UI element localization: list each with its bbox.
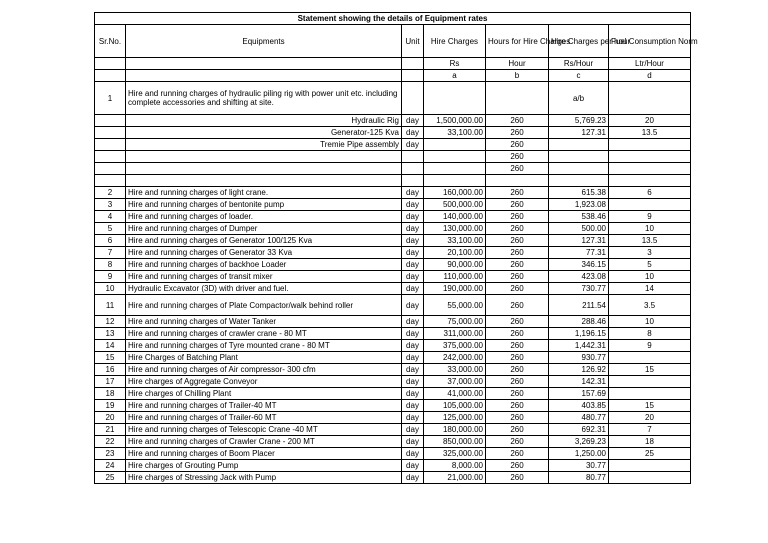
row-fuel: 8 <box>609 328 691 340</box>
blank-cell <box>609 175 691 187</box>
table-title: Statement showing the details of Equipment rates <box>95 13 691 25</box>
sub-name: Generator-125 Kva <box>126 127 402 139</box>
row-sr: 25 <box>95 472 126 484</box>
row-unit: day <box>402 448 424 460</box>
row-desc: Hire and running charges of Trailer-60 MT <box>126 412 402 424</box>
row-desc: Hire charges of Aggregate Conveyor <box>126 376 402 388</box>
row-sr: 11 <box>95 295 126 316</box>
row-desc: Hire and running charges of crawler crane - 80 MT <box>126 328 402 340</box>
row-sr: 20 <box>95 412 126 424</box>
row-hours: 260 <box>486 472 549 484</box>
row-fuel: 15 <box>609 400 691 412</box>
row-hours: 260 <box>486 247 549 259</box>
row-hours: 260 <box>486 199 549 211</box>
row-desc: Hydraulic Excavator (3D) with driver and fuel. <box>126 283 402 295</box>
row-sr: 15 <box>95 352 126 364</box>
row-hire: 20,100.00 <box>424 247 486 259</box>
sub-name <box>126 163 402 175</box>
row-unit: day <box>402 364 424 376</box>
row-desc: Hire and running charges of Generator 100/125 Kva <box>126 235 402 247</box>
row-fuel: 15 <box>609 364 691 376</box>
row-sr: 14 <box>95 340 126 352</box>
sub-per-hour <box>549 151 609 163</box>
row-unit: day <box>402 316 424 328</box>
sub-hours: 260 <box>486 151 549 163</box>
sub-hours: 260 <box>486 163 549 175</box>
row-sr: 2 <box>95 187 126 199</box>
sub-fuel <box>609 163 691 175</box>
table-row <box>95 448 691 460</box>
row-fuel: 25 <box>609 448 691 460</box>
row-hours: 260 <box>486 436 549 448</box>
row-per-hour: 615.38 <box>549 187 609 199</box>
row-fuel <box>609 388 691 400</box>
row-hire: 110,000.00 <box>424 271 486 283</box>
row-fuel: 10 <box>609 271 691 283</box>
table-row <box>95 259 691 271</box>
row-hours: 260 <box>486 448 549 460</box>
sub-name: Tremie Pipe assembly <box>126 139 402 151</box>
row-fuel: 9 <box>609 340 691 352</box>
row-desc: Hire and running charges of Crawler Crane - 200 MT <box>126 436 402 448</box>
sub-row <box>95 151 691 163</box>
table-row <box>95 400 691 412</box>
equipment-rates-table <box>94 12 698 484</box>
sub-hours: 260 <box>486 127 549 139</box>
row-hours: 260 <box>486 388 549 400</box>
item1-row <box>95 82 691 115</box>
row-hours: 260 <box>486 259 549 271</box>
row-sr: 8 <box>95 259 126 271</box>
row-sr: 18 <box>95 388 126 400</box>
row-hire: 8,000.00 <box>424 460 486 472</box>
row-hire: 140,000.00 <box>424 211 486 223</box>
row-desc: Hire Charges of Batching Plant <box>126 352 402 364</box>
header-sr: Sr.No. <box>95 25 126 58</box>
letter-per-hour: c <box>549 70 609 82</box>
row-hours: 260 <box>486 211 549 223</box>
table-row <box>95 424 691 436</box>
sub-row <box>95 163 691 175</box>
row-unit: day <box>402 283 424 295</box>
header-fuel: Fuel Consumption Norm <box>609 25 691 58</box>
row-desc: Hire and running charges of backhoe Loader <box>126 259 402 271</box>
row-fuel: 5 <box>609 259 691 271</box>
sub-sr <box>95 115 126 127</box>
row-per-hour: 80.77 <box>549 472 609 484</box>
row-unit: day <box>402 388 424 400</box>
unit-fuel: Ltr/Hour <box>609 58 691 70</box>
sub-unit <box>402 151 424 163</box>
row-hire: 242,000.00 <box>424 352 486 364</box>
table-row <box>95 364 691 376</box>
unit-per-hour: Rs/Hour <box>549 58 609 70</box>
row-hire: 90,000.00 <box>424 259 486 271</box>
row-hire: 33,100.00 <box>424 235 486 247</box>
letter-hire: a <box>424 70 486 82</box>
blank-cell <box>95 175 126 187</box>
table-row <box>95 352 691 364</box>
row-per-hour: 692.31 <box>549 424 609 436</box>
row-sr: 5 <box>95 223 126 235</box>
row-desc: Hire and running charges of loader. <box>126 211 402 223</box>
row-unit: day <box>402 211 424 223</box>
row-sr: 19 <box>95 400 126 412</box>
row-hours: 260 <box>486 424 549 436</box>
header-equipments: Equipments <box>126 25 402 58</box>
row-hours: 260 <box>486 376 549 388</box>
row-sr: 9 <box>95 271 126 283</box>
row-per-hour: 127.31 <box>549 235 609 247</box>
row-hire: 325,000.00 <box>424 448 486 460</box>
row-hire: 180,000.00 <box>424 424 486 436</box>
blank-cell <box>402 175 424 187</box>
row-unit: day <box>402 271 424 283</box>
row-hire: 75,000.00 <box>424 316 486 328</box>
row-fuel: 6 <box>609 187 691 199</box>
item1-desc: Hire and running charges of hydraulic piling rig with power unit etc. including complete accessories and shifting at site. <box>126 82 402 115</box>
letters-row <box>95 70 691 82</box>
table-row <box>95 235 691 247</box>
row-per-hour: 1,250.00 <box>549 448 609 460</box>
row-sr: 17 <box>95 376 126 388</box>
sub-hire <box>424 139 486 151</box>
row-unit: day <box>402 412 424 424</box>
row-sr: 13 <box>95 328 126 340</box>
row-hire: 850,000.00 <box>424 436 486 448</box>
header-unit: Unit <box>402 25 424 58</box>
row-desc: Hire charges of Stressing Jack with Pump <box>126 472 402 484</box>
sub-hire <box>424 151 486 163</box>
row-per-hour: 403.85 <box>549 400 609 412</box>
row-desc: Hire and running charges of transit mixer <box>126 271 402 283</box>
row-per-hour: 500.00 <box>549 223 609 235</box>
row-per-hour: 3,269.23 <box>549 436 609 448</box>
table-row <box>95 376 691 388</box>
row-desc: Hire and running charges of Generator 33 Kva <box>126 247 402 259</box>
blank-cell <box>424 175 486 187</box>
sub-row <box>95 115 691 127</box>
row-sr: 16 <box>95 364 126 376</box>
sub-sr <box>95 163 126 175</box>
table-row <box>95 187 691 199</box>
row-fuel <box>609 352 691 364</box>
row-unit: day <box>402 223 424 235</box>
row-unit: day <box>402 259 424 271</box>
row-hours: 260 <box>486 187 549 199</box>
header-row <box>95 25 691 58</box>
row-desc: Hire and running charges of Dumper <box>126 223 402 235</box>
row-hours: 260 <box>486 340 549 352</box>
row-unit: day <box>402 235 424 247</box>
table-row <box>95 460 691 472</box>
header-hire: Hire Charges <box>424 25 486 58</box>
letter-fuel: d <box>609 70 691 82</box>
sub-per-hour: 127.31 <box>549 127 609 139</box>
sub-hours: 260 <box>486 115 549 127</box>
row-per-hour: 1,442.31 <box>549 340 609 352</box>
row-desc: Hire and running charges of Air compressor- 300 cfm <box>126 364 402 376</box>
row-sr: 3 <box>95 199 126 211</box>
row-fuel: 13.5 <box>609 235 691 247</box>
letter-hours: b <box>486 70 549 82</box>
table-row <box>95 247 691 259</box>
units-row <box>95 58 691 70</box>
row-desc: Hire and running charges of Boom Placer <box>126 448 402 460</box>
table-row <box>95 211 691 223</box>
row-fuel <box>609 376 691 388</box>
row-per-hour: 211.54 <box>549 295 609 316</box>
row-hours: 260 <box>486 235 549 247</box>
table-row <box>95 328 691 340</box>
row-sr: 24 <box>95 460 126 472</box>
row-sr: 6 <box>95 235 126 247</box>
row-unit: day <box>402 352 424 364</box>
sub-name: Hydraulic Rig <box>126 115 402 127</box>
row-fuel: 3.5 <box>609 295 691 316</box>
row-fuel: 10 <box>609 316 691 328</box>
row-per-hour: 77.31 <box>549 247 609 259</box>
row-sr: 12 <box>95 316 126 328</box>
row-per-hour: 142.31 <box>549 376 609 388</box>
row-hours: 260 <box>486 352 549 364</box>
row-fuel: 10 <box>609 223 691 235</box>
row-fuel <box>609 199 691 211</box>
sub-row <box>95 139 691 151</box>
row-unit: day <box>402 328 424 340</box>
table-row <box>95 271 691 283</box>
sub-sr <box>95 151 126 163</box>
row-hours: 260 <box>486 271 549 283</box>
row-desc: Hire and running charges of bentonite pump <box>126 199 402 211</box>
table-row <box>95 412 691 424</box>
blank-row <box>95 175 691 187</box>
row-per-hour: 30.77 <box>549 460 609 472</box>
table-row <box>95 340 691 352</box>
row-hire: 160,000.00 <box>424 187 486 199</box>
row-hire: 190,000.00 <box>424 283 486 295</box>
row-fuel: 3 <box>609 247 691 259</box>
sub-hire: 33,100.00 <box>424 127 486 139</box>
row-per-hour: 346.15 <box>549 259 609 271</box>
sub-per-hour: 5,769.23 <box>549 115 609 127</box>
row-per-hour: 730.77 <box>549 283 609 295</box>
row-hire: 500,000.00 <box>424 199 486 211</box>
row-sr: 10 <box>95 283 126 295</box>
row-hire: 105,000.00 <box>424 400 486 412</box>
table-row <box>95 388 691 400</box>
unit-hours: Hour <box>486 58 549 70</box>
row-per-hour: 538.46 <box>549 211 609 223</box>
row-fuel: 14 <box>609 283 691 295</box>
row-per-hour: 288.46 <box>549 316 609 328</box>
row-hire: 375,000.00 <box>424 340 486 352</box>
sub-per-hour <box>549 139 609 151</box>
row-hours: 260 <box>486 223 549 235</box>
row-sr: 21 <box>95 424 126 436</box>
sub-hours: 260 <box>486 139 549 151</box>
row-hours: 260 <box>486 460 549 472</box>
row-per-hour: 423.08 <box>549 271 609 283</box>
sub-fuel <box>609 151 691 163</box>
table-row <box>95 436 691 448</box>
table-row <box>95 283 691 295</box>
sub-sr <box>95 139 126 151</box>
row-hours: 260 <box>486 400 549 412</box>
blank-cell <box>549 175 609 187</box>
row-hours: 260 <box>486 316 549 328</box>
row-unit: day <box>402 424 424 436</box>
row-hours: 260 <box>486 295 549 316</box>
table-row <box>95 316 691 328</box>
row-per-hour: 930.77 <box>549 352 609 364</box>
row-fuel <box>609 460 691 472</box>
row-unit: day <box>402 247 424 259</box>
row-sr: 4 <box>95 211 126 223</box>
sub-fuel: 13.5 <box>609 127 691 139</box>
row-fuel: 7 <box>609 424 691 436</box>
row-desc: Hire and running charges of Water Tanker <box>126 316 402 328</box>
row-hire: 130,000.00 <box>424 223 486 235</box>
sub-name <box>126 151 402 163</box>
row-unit: day <box>402 472 424 484</box>
table-row <box>95 223 691 235</box>
row-hours: 260 <box>486 283 549 295</box>
header-per-hour: Hire Charges per hour <box>549 25 609 58</box>
row-hire: 311,000.00 <box>424 328 486 340</box>
row-desc: Hire charges of Grouting Pump <box>126 460 402 472</box>
row-unit: day <box>402 199 424 211</box>
row-hours: 260 <box>486 412 549 424</box>
row-hire: 41,000.00 <box>424 388 486 400</box>
row-sr: 7 <box>95 247 126 259</box>
row-sr: 22 <box>95 436 126 448</box>
sub-hire: 1,500,000.00 <box>424 115 486 127</box>
sub-hire <box>424 163 486 175</box>
sub-unit: day <box>402 115 424 127</box>
row-desc: Hire and running charges of Tyre mounted crane - 80 MT <box>126 340 402 352</box>
header-hours: Hours for Hire Charges <box>486 25 549 58</box>
row-per-hour: 126.92 <box>549 364 609 376</box>
row-fuel: 18 <box>609 436 691 448</box>
table-row <box>95 199 691 211</box>
row-per-hour: 1,196.15 <box>549 328 609 340</box>
row-desc: Hire and running charges of light crane. <box>126 187 402 199</box>
row-per-hour: 1,923.08 <box>549 199 609 211</box>
blank-cell <box>486 175 549 187</box>
row-per-hour: 480.77 <box>549 412 609 424</box>
row-unit: day <box>402 436 424 448</box>
sub-per-hour <box>549 163 609 175</box>
sub-unit <box>402 163 424 175</box>
item1-sr: 1 <box>95 82 126 115</box>
row-hire: 21,000.00 <box>424 472 486 484</box>
table-row <box>95 295 691 316</box>
row-fuel: 20 <box>609 412 691 424</box>
sub-fuel <box>609 139 691 151</box>
row-hours: 260 <box>486 328 549 340</box>
row-unit: day <box>402 376 424 388</box>
table-row <box>95 472 691 484</box>
row-desc: Hire and running charges of Telescopic Crane -40 MT <box>126 424 402 436</box>
row-hire: 55,000.00 <box>424 295 486 316</box>
sub-sr <box>95 127 126 139</box>
row-hours: 260 <box>486 364 549 376</box>
row-unit: day <box>402 460 424 472</box>
blank-cell <box>126 175 402 187</box>
row-unit: day <box>402 340 424 352</box>
item1-per-hour: a/b <box>549 82 609 115</box>
row-hire: 125,000.00 <box>424 412 486 424</box>
row-desc: Hire and running charges of Trailer-40 MT <box>126 400 402 412</box>
row-unit: day <box>402 187 424 199</box>
sub-unit: day <box>402 139 424 151</box>
sub-unit: day <box>402 127 424 139</box>
row-desc: Hire charges of Chilling Plant <box>126 388 402 400</box>
row-unit: day <box>402 295 424 316</box>
row-sr: 23 <box>95 448 126 460</box>
row-desc: Hire and running charges of Plate Compactor/walk behind roller <box>126 295 402 316</box>
row-per-hour: 157.69 <box>549 388 609 400</box>
sub-fuel: 20 <box>609 115 691 127</box>
row-hire: 37,000.00 <box>424 376 486 388</box>
row-fuel: 9 <box>609 211 691 223</box>
unit-hire: Rs <box>424 58 486 70</box>
row-fuel <box>609 472 691 484</box>
row-unit: day <box>402 400 424 412</box>
sub-row <box>95 127 691 139</box>
row-hire: 33,000.00 <box>424 364 486 376</box>
